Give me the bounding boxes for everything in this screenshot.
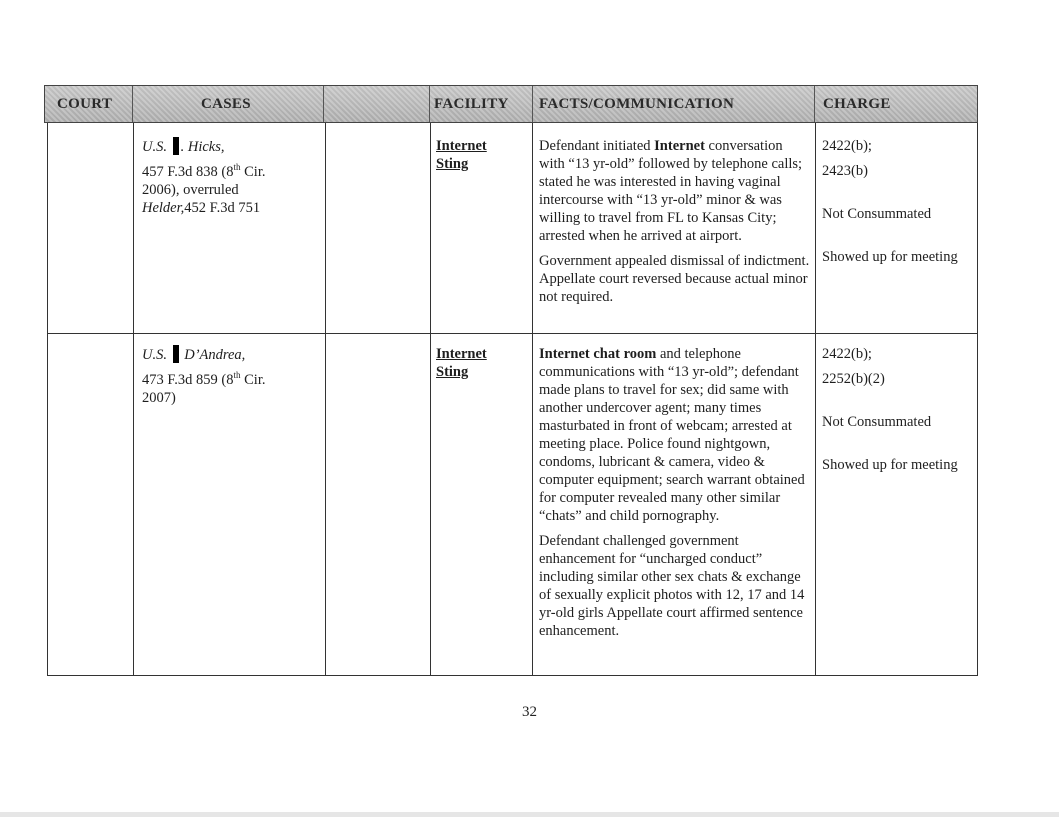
header-court: COURT [45,86,133,122]
facts-text: and telephone communications with “13 yr-old”; defendant made plans to travel for sex; did same with another undercover agent; many times masturbated in front of webcam; arrested at meeting place. Police found nightgown, condoms, lubricant & camera, video & computer equipment; search warrant obtained for computer revealed many other similar “chats” and child pornography. [539,346,805,524]
case-name-suffix: . Hicks, [180,139,225,155]
case-line3: 2007) [142,390,176,406]
table-row-1-case [142,137,320,217]
charge-status: Not Consummated [822,414,932,430]
table-row-1-charge [822,137,974,266]
citation-superscript: th [233,162,241,173]
column-divider [430,123,431,676]
table-row-2-case [142,345,320,407]
page-number: 32 [522,704,537,720]
table-header [44,85,978,123]
scan-edge [0,812,1059,817]
case-line4-rest: 452 F.3d 751 [184,200,261,216]
case-line3: 2006), overruled [142,182,239,198]
case-citation: 457 F.3d 838 (8 [142,164,234,180]
table-border-left [47,123,48,676]
facility-link[interactable]: Internet [436,346,487,362]
facts-paragraph-2: Government appealed dismissal of indictment. Appellate court reversed because actual minor not required. [539,253,810,305]
column-divider [133,123,134,676]
header-charge: CHARGE [823,95,891,112]
redaction-mark [173,137,179,155]
header-facts: FACTS/COMMUNICATION [533,86,815,122]
table-row-2-facts [539,345,811,640]
case-name-prefix: U.S. [142,347,167,363]
facts-lead: Defendant initiated [539,138,655,154]
citation-end: Cir. [240,372,266,388]
charge-note: Showed up for meeting [822,457,958,473]
table-row-2-facility [436,345,526,381]
charge-line: 2422(b); [822,138,872,154]
citation-end: Cir. [240,164,266,180]
row-divider [47,333,978,334]
facts-text: conversation with “13 yr-old” followed by telephone calls; stated he was interested in having vaginal intercourse with “13 yr-old” minor & was willing to travel from FL to Kansas City; arrested when he arrived at airport. [539,138,803,244]
redaction-mark [173,345,179,363]
case-citation: 473 F.3d 859 (8 [142,372,234,388]
charge-note: Showed up for meeting [822,249,958,265]
case-name-suffix: D’Andrea, [180,347,246,363]
case-line4-italic: Helder, [142,200,185,216]
table-border-bottom [47,675,978,676]
facts-paragraph-2: Defendant challenged government enhancement for “uncharged conduct” including similar other sex chats & exchange of sexually explicit photos with 12, 17 and 14 yr-old girls Appellate court affirmed sentence enhancement. [539,533,805,639]
table-row-2-charge [822,345,974,474]
case-name-prefix: U.S. [142,139,167,155]
facts-bold: Internet chat room [539,346,657,362]
column-divider [815,123,816,676]
citation-superscript: th [233,370,241,381]
column-divider [532,123,533,676]
charge-status: Not Consummated [822,206,932,222]
charge-line: 2252(b)(2) [822,371,885,387]
charge-line: 2423(b) [822,163,868,179]
header-facility: FACILITY [430,86,533,122]
table-row-1-facts [539,137,811,306]
header-blank [324,86,430,122]
charge-line: 2422(b); [822,346,872,362]
table-row-1-facility [436,137,526,173]
column-divider [325,123,326,676]
facility-link[interactable]: Internet [436,138,487,154]
facility-link[interactable]: Sting [436,364,469,380]
facts-bold: Internet [654,138,705,154]
header-cases: CASES [133,86,324,122]
facility-link[interactable]: Sting [436,156,469,172]
table-border-right [977,123,978,676]
